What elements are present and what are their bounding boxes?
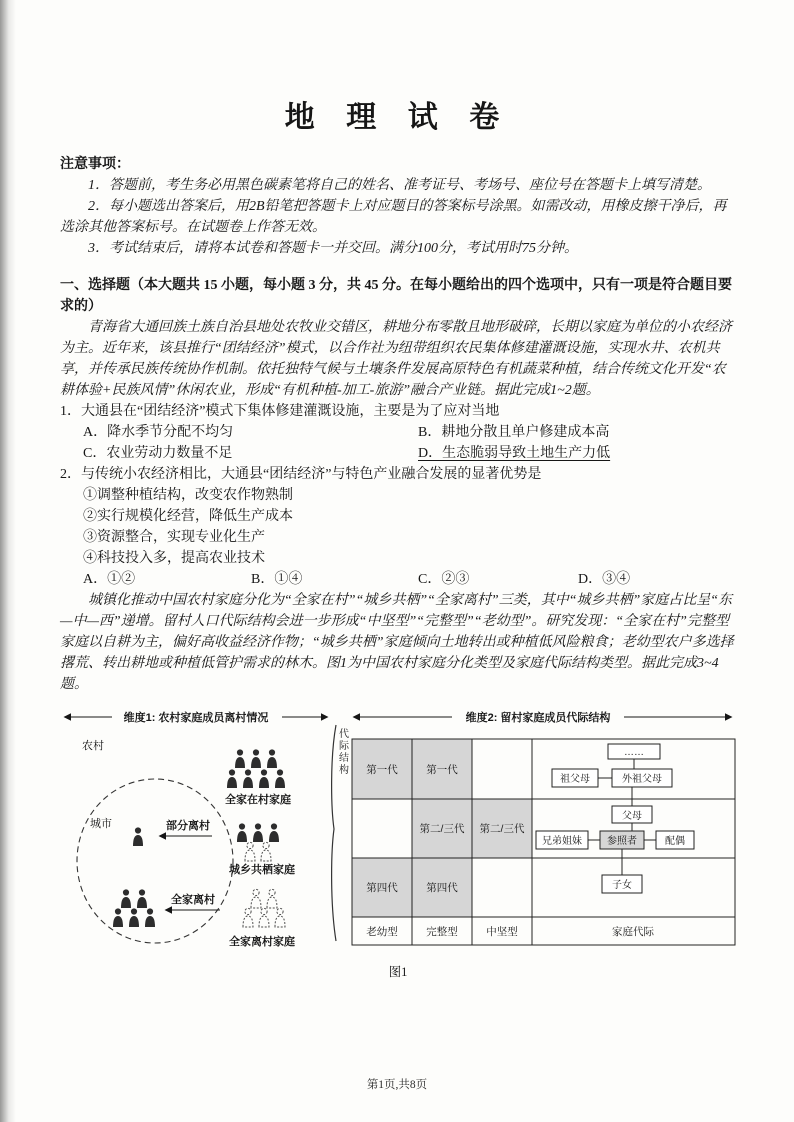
tree-children-label: 子女 <box>612 880 632 891</box>
city-boundary-dashed-circle <box>77 779 233 943</box>
notice-item-1: 1．答题前，考生务必用黑色碳素笔将自己的姓名、准考证号、考场号、座位号在答题卡上填写清楚。 <box>88 178 711 193</box>
tree-grandparents-label: 祖父母 <box>560 774 590 785</box>
person-outline-icon <box>267 889 277 908</box>
person-outline-icon <box>251 889 261 908</box>
page-content <box>60 0 736 980</box>
person-outline-icon <box>245 842 255 861</box>
cohabit-family-label: 城乡共栖家庭 <box>229 864 295 876</box>
notice-heading: 注意事项： <box>60 157 130 172</box>
cell-gen4-wanzheng: 第四代 <box>426 882 458 894</box>
person-icon <box>145 908 155 927</box>
page-title: 地 理 试 卷 <box>284 101 512 134</box>
person-icon <box>275 769 285 788</box>
person-outline-icon <box>243 908 253 927</box>
col-label-zhongjian: 中坚型 <box>486 926 518 938</box>
all-leave-label: 全家离村 <box>171 894 215 906</box>
question-1-option-c: C．农业劳动力数量不足 <box>83 446 233 461</box>
tree-siblings-label: 兄弟姐妹 <box>542 836 582 847</box>
question-1-option-b: B．耕地分散且单户修建成本高 <box>418 425 610 440</box>
person-icon <box>267 749 277 768</box>
person-icon <box>129 908 139 927</box>
dim1-label: 维度1: 农村家庭成员离村情况 <box>123 712 269 724</box>
question-2-subitem-1: ①调整种植结构，改变农作物熟制 <box>83 488 293 503</box>
partial-leave-label: 部分离村 <box>166 820 210 832</box>
person-outline-icon <box>275 908 285 927</box>
cell-gen23-wanzheng: 第二/三代 <box>419 823 465 835</box>
question-2-options <box>60 569 736 590</box>
question-1-options <box>60 422 736 464</box>
axis-char-3: 结 <box>339 753 349 764</box>
tree-spouse-label: 配偶 <box>665 836 685 847</box>
generation-structure-axis-label <box>339 727 350 776</box>
question-2-subitem-2: ②实行规模化经营，降低生产成本 <box>83 509 293 524</box>
col-label-wanzheng: 完整型 <box>426 926 458 938</box>
person-icon <box>227 769 237 788</box>
col-label-family-generation: 家庭代际 <box>612 926 654 938</box>
person-icon <box>251 749 261 768</box>
city-member-person-icon <box>133 827 143 846</box>
question-2-subitem-3: ③资源整合，实现专业化生产 <box>83 530 265 545</box>
passage-2: 城镇化推动中国农村家庭分化为“全家在村”“城乡共栖”“全家离村”三类，其中“城乡共栖”家庭占比呈“东—中—西”递增。留村人口代际结构会进一步形成“中坚型”“完整型”“老幼型”。研究发现：“全家在村”完整型家庭以自耕为主，偏好高收益经济作物；“城乡共栖”家庭倾向土地转出或种植低风险粮食；老幼型农户多选择撂荒、转出耕地或种植低管护需求的林木。图1为中国农村家庭分化类型及家庭代际结构类型。据此完成3~4题。 <box>60 593 734 692</box>
figure-1-diagram <box>60 703 740 955</box>
city-label: 城市 <box>90 818 112 830</box>
cell-gen1-wanzheng: 第一代 <box>426 764 458 776</box>
tree-maternal-grandparents-label: 外祖父母 <box>622 774 662 785</box>
person-icon <box>253 823 263 842</box>
person-icon <box>235 749 245 768</box>
question-1 <box>60 401 736 464</box>
cohabit-family-cluster <box>237 823 279 861</box>
notice-section <box>60 154 736 259</box>
question-2-subitem-4: ④科技投入多，提高农业技术 <box>83 551 265 566</box>
question-2-option-d: D．③④ <box>578 572 631 587</box>
passage-1: 青海省大通回族土族自治县地处农牧业交错区，耕地分布零散且地形破碎，长期以家庭为单位的小农经济为主。近年来，该县推行“团结经济”模式，以合作社为纽带组织农民集体修建灌溉设施，实现水井、农机共享，并传承民族传统协作机制。依托独特气候与土壤条件发展高原特色有机蔬菜种植，结合传统文化开发“农耕体验+民族风情”休闲农业，形成“有机种植-加工-旅游”融合产业链。据此完成1~2题。 <box>60 320 732 398</box>
person-icon <box>243 769 253 788</box>
cell-gen23-zhongjian: 第二/三代 <box>479 823 525 835</box>
notice-item-3: 3．考试结束后，请将本试卷和答题卡一并交回。满分100分，考试用时75分钟。 <box>88 241 578 256</box>
family-in-village-label: 全家在村家庭 <box>225 794 291 806</box>
tree-reference-label: 参照者 <box>607 836 637 847</box>
person-icon <box>269 823 279 842</box>
tree-ancestors-label: …… <box>624 747 644 758</box>
family-left-dashed-cluster <box>243 889 285 927</box>
question-2-stem: 2．与传统小农经济相比，大通县“团结经济”与特色产业融合发展的显著优势是 <box>60 467 542 482</box>
person-outline-icon <box>261 842 271 861</box>
person-icon <box>237 823 247 842</box>
family-left-village-label: 全家离村家庭 <box>229 936 295 948</box>
page-footer: 第1页,共8页 <box>366 1079 428 1091</box>
axis-char-1: 代 <box>339 729 349 740</box>
question-1-option-a: A．降水季节分配不均匀 <box>83 425 234 440</box>
family-tree <box>536 744 694 893</box>
question-2 <box>60 464 736 590</box>
family-in-village-cluster <box>227 749 285 788</box>
cell-gen1-laoyou: 第一代 <box>366 764 398 776</box>
tree-parents-label: 父母 <box>622 811 642 822</box>
axis-char-2: 际 <box>339 741 349 752</box>
axis-char-4: 构 <box>339 765 349 776</box>
question-2-option-a: A．①② <box>83 572 136 587</box>
person-icon <box>137 889 147 908</box>
question-2-option-c: C．②③ <box>418 572 470 587</box>
scan-edge-shadow <box>0 0 16 1122</box>
dim2-label: 维度2: 留村家庭成员代际结构 <box>465 712 611 724</box>
dimension-divider-brace <box>332 725 336 941</box>
col-label-laoyou: 老幼型 <box>366 926 398 938</box>
cell-gen4-laoyou: 第四代 <box>366 882 398 894</box>
notice-item-2: 2．每小题选出答案后，用2B铅笔把答题卡上对应题目的答案标号涂黑。如需改动，用橡皮擦干净后，再选涂其他答案标号。在试题卷上作答无效。 <box>60 199 727 235</box>
rural-label: 农村 <box>82 740 104 752</box>
section-one-heading: 一、选择题（本大题共 15 小题，每小题 3 分，共 45 分。在每小题给出的四个选项中，只有一项是符合题目要求的） <box>60 278 732 314</box>
person-icon <box>259 769 269 788</box>
family-left-city-cluster <box>113 889 155 927</box>
figure-caption: 图1 <box>388 965 408 979</box>
question-1-option-d: D．生态脆弱导致土地生产力低 <box>418 446 611 461</box>
question-2-option-b: B．①④ <box>251 572 303 587</box>
person-icon <box>121 889 131 908</box>
person-icon <box>113 908 123 927</box>
person-outline-icon <box>259 908 269 927</box>
question-1-stem: 1．大通县在“团结经济”模式下集体修建灌溉设施，主要是为了应对当地 <box>60 404 500 419</box>
figure-1 <box>60 703 736 980</box>
